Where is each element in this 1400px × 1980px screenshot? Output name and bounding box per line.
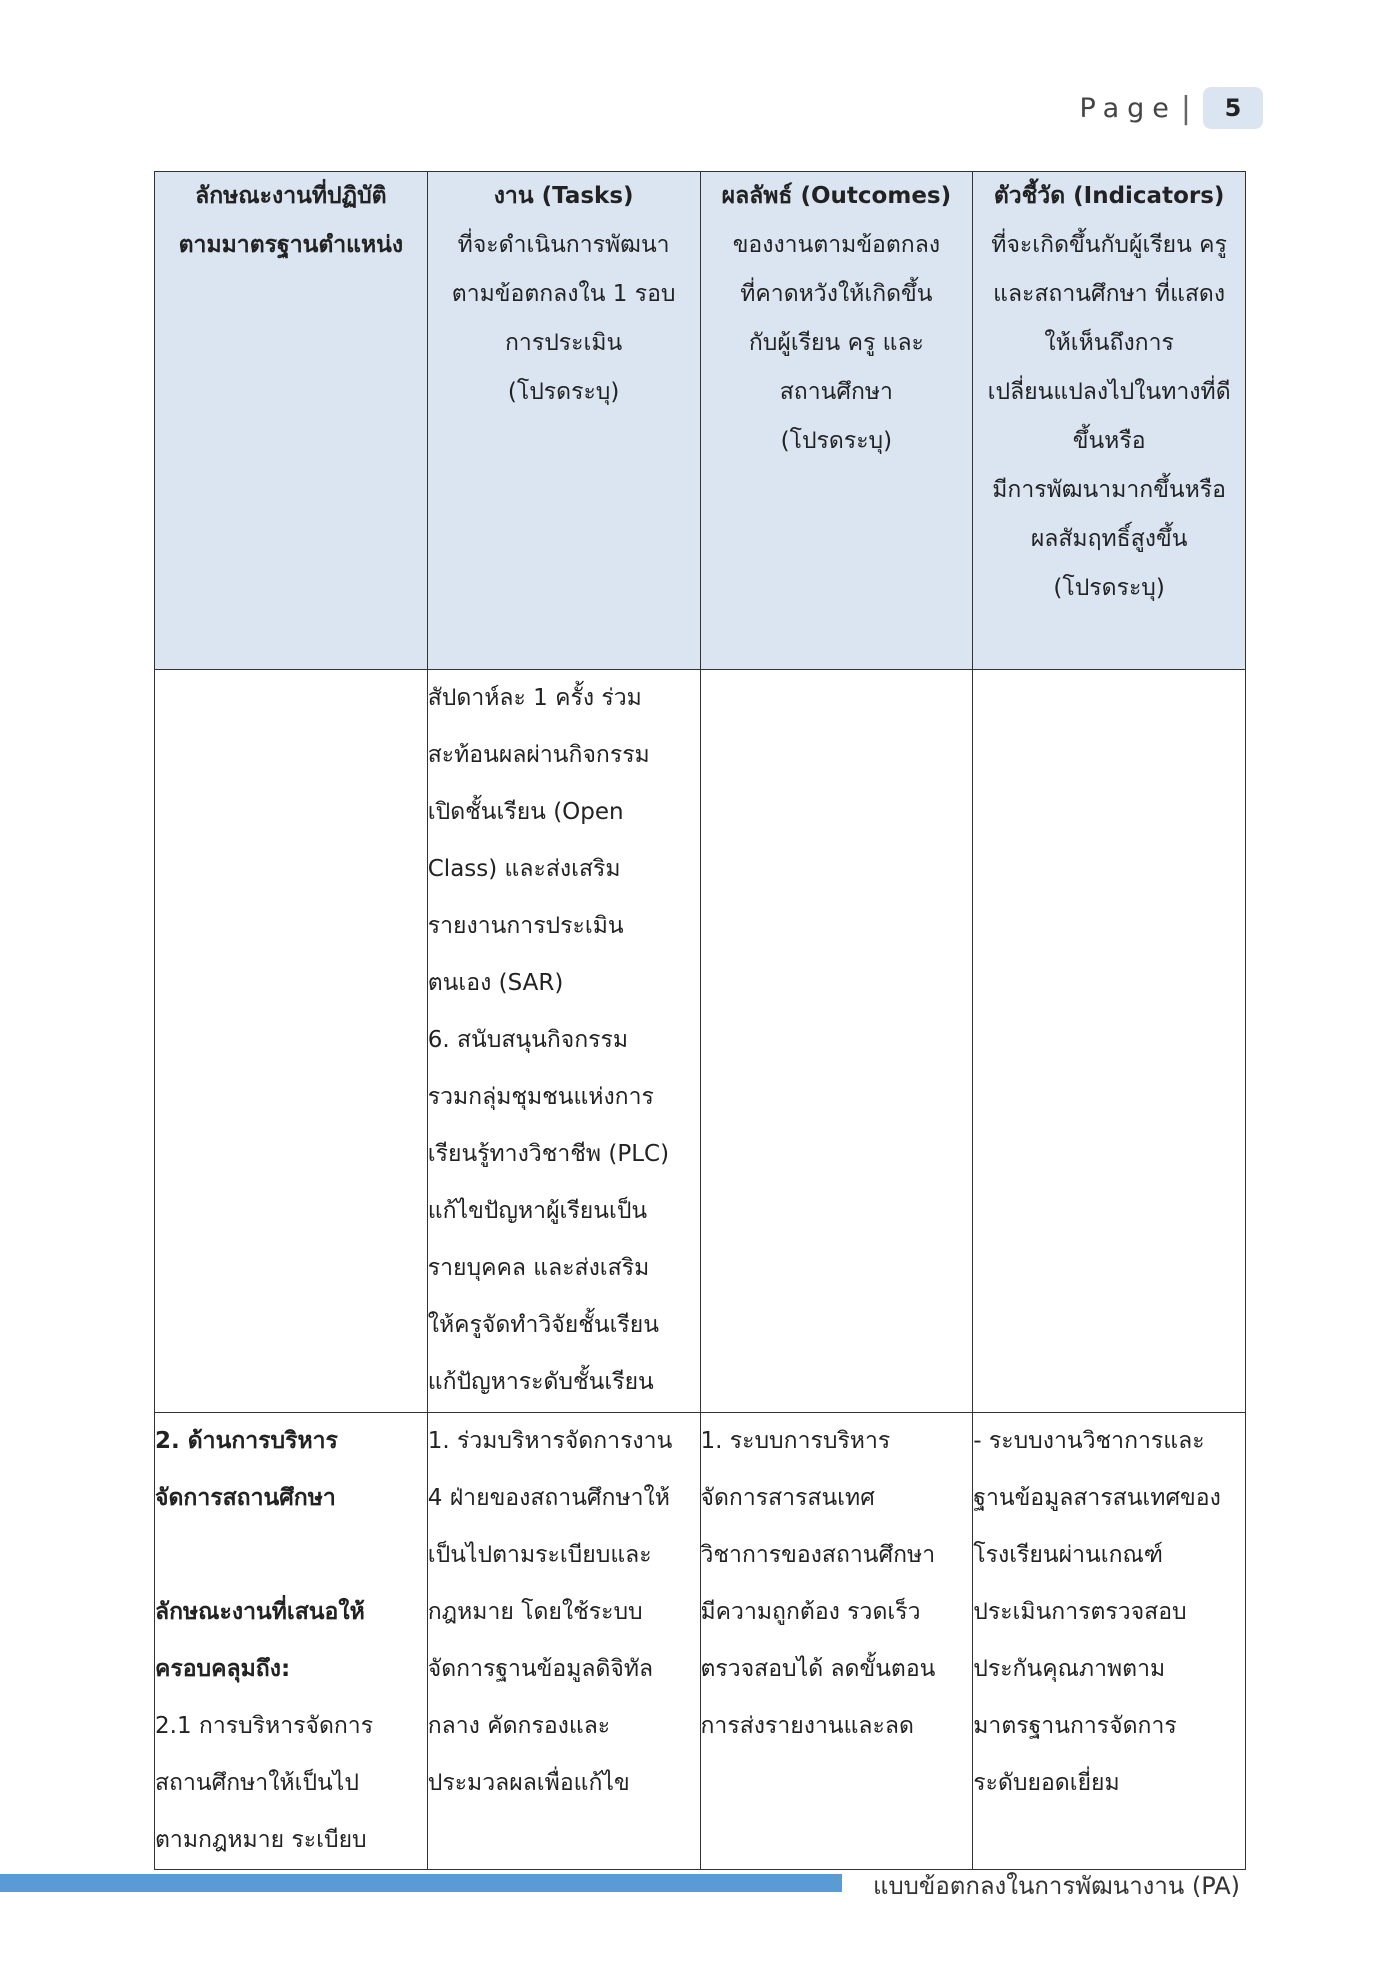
cell-indicators-empty: [973, 670, 1246, 1413]
header-indicators: ตัวชี้วัด (Indicators) ที่จะเกิดขึ้นกับผู้เรียน ครู และสถานศึกษา ที่แสดง ให้เห็นถึงการ เปลี่ยนแปลงไปในทางที่ดี ขึ้นหรือ มีการพัฒนามากขึ้นหรือ ผลสัมฤทธิ์สูงขึ้น (โปรดระบุ): [973, 172, 1246, 670]
cell-tasks-management: 1. ร่วมบริหารจัดการงาน 4 ฝ่ายของสถานศึกษาให้ เป็นไปตามระเบียบและ กฎหมาย โดยใช้ระบบ จัดการฐานข้อมูลดิจิทัล กลาง คัดกรองและ ประมวลผลเพื่อแก้ไข: [427, 1413, 700, 1870]
duty-subtitle: ลักษณะงานที่เสนอให้: [155, 1599, 365, 1625]
page-separator: |: [1180, 90, 1191, 126]
cell-outcomes-management: 1. ระบบการบริหาร จัดการสารสนเทศ วิชาการของสถานศึกษา มีความถูกต้อง รวดเร็ว ตรวจสอบได้ ลดขั้นตอน การส่งรายงานและลด: [700, 1413, 973, 1870]
header-tasks: งาน (Tasks) ที่จะดำเนินการพัฒนา ตามข้อตกลงใน 1 รอบ การประเมิน (โปรดระบุ): [427, 172, 700, 670]
cell-outcomes-empty: [700, 670, 973, 1413]
table-row-continuation: [155, 670, 1246, 1413]
pa-agreement-table: [154, 171, 1246, 1870]
cell-duty-empty: [155, 670, 428, 1413]
page-number: 5: [1203, 87, 1263, 129]
table-row-management: [155, 1413, 1246, 1870]
page-header: [1080, 86, 1263, 130]
footer-accent-bar: [0, 1874, 842, 1892]
page-label: Page: [1079, 92, 1177, 124]
cell-indicators-management: - ระบบงานวิชาการและ ฐานข้อมูลสารสนเทศของ โรงเรียนผ่านเกณฑ์ ประเมินการตรวจสอบ ประกันคุณภาพตาม มาตรฐานการจัดการ ระดับยอดเยี่ยม: [973, 1413, 1246, 1870]
duty-text: 2.1 การบริหารจัดการ: [155, 1713, 374, 1739]
footer-title: แบบข้อตกลงในการพัฒนางาน (PA): [872, 1872, 1240, 1900]
table-header-row: [155, 172, 1246, 670]
duty-title: 2. ด้านการบริหาร: [155, 1428, 338, 1454]
cell-duty-management: 2. ด้านการบริหาร จัดการสถานศึกษา ลักษณะงานที่เสนอให้ ครอบคลุมถึง: 2.1 การบริหารจัดการ สถานศึกษาให้เป็นไป ตามกฎหมาย ระเบียบ: [155, 1413, 428, 1870]
header-duty-characteristics: ลักษณะงานที่ปฏิบัติ ตามมาตรฐานตำแหน่ง: [155, 172, 428, 670]
header-outcomes: ผลลัพธ์ (Outcomes) ของงานตามข้อตกลง ที่คาดหวังให้เกิดขึ้น กับผู้เรียน ครู และ สถานศึกษา (โปรดระบุ): [700, 172, 973, 670]
cell-tasks-continuation: สัปดาห์ละ 1 ครั้ง ร่วม สะท้อนผลผ่านกิจกรรม เปิดชั้นเรียน (Open Class) และส่งเสริม รายงานการประเมิน ตนเอง (SAR) 6. สนับสนุนกิจกรรม รวมกลุ่มชุมชนแห่งการ เรียนรู้ทางวิชาชีพ (PLC) แก้ไขปัญหาผู้เรียนเป็น รายบุคคล และส่งเสริม ให้ครูจัดทำวิจัยชั้นเรียน แก้ปัญหาระดับชั้นเรียน: [427, 670, 700, 1413]
